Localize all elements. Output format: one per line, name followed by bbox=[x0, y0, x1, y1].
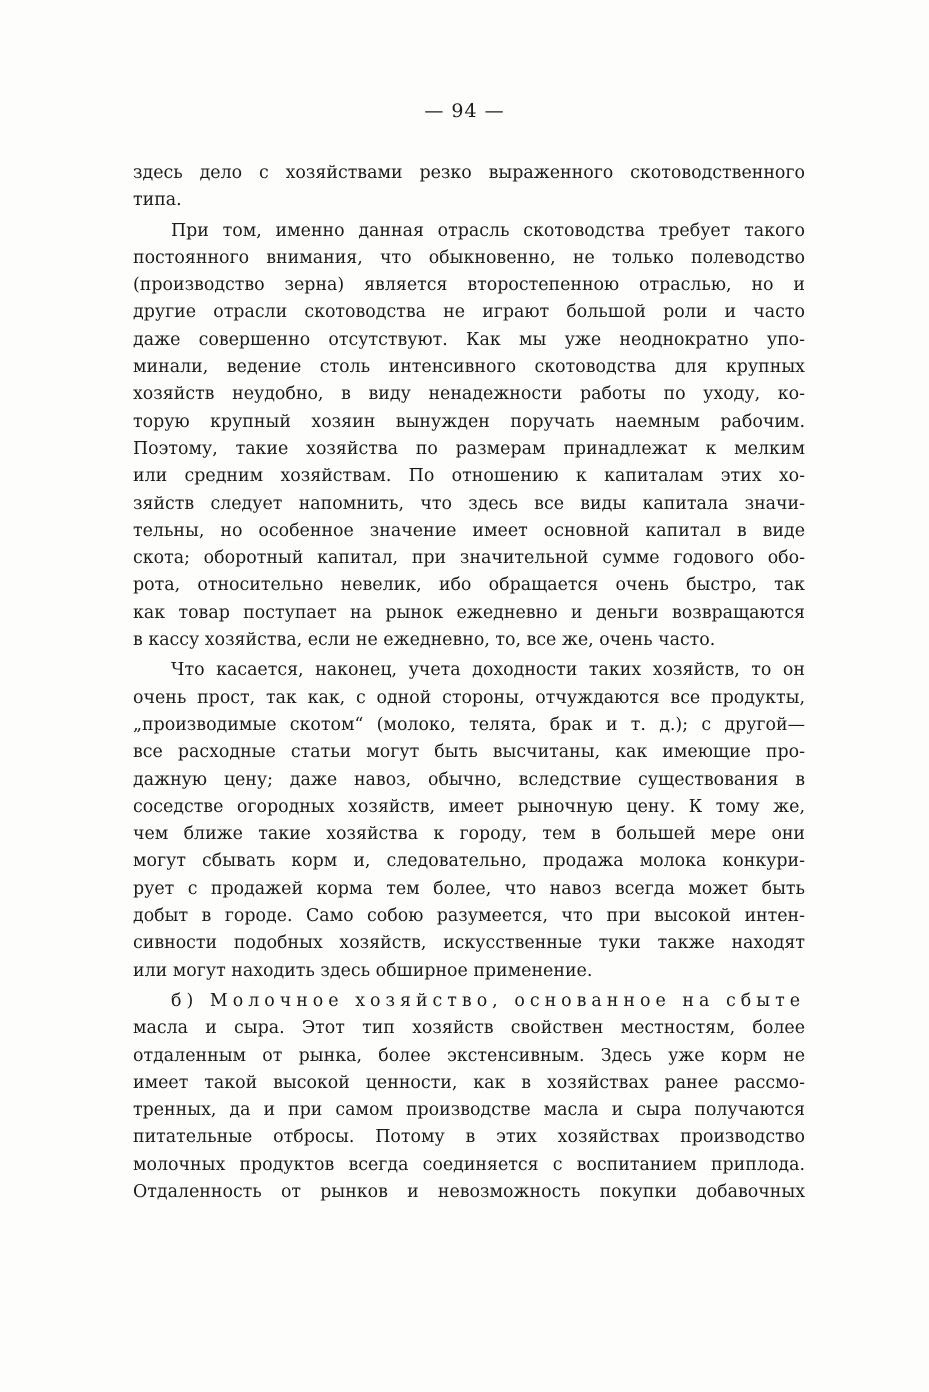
text-line: б) Молочное хозяйство, основанное на сбыте bbox=[171, 990, 805, 1011]
text-line: или средним хозяйствам. По отношению к капиталам этих хо- bbox=[133, 466, 805, 487]
text-line: скота; оборотный капитал, при значительной сумме годового обо- bbox=[133, 548, 805, 569]
text-line: здесь дело с хозяйствами резко выраженного скотоводственного bbox=[133, 163, 805, 183]
text-line: молочных продуктов всегда соединяется с воспитанием приплода. bbox=[133, 1154, 805, 1175]
paragraph-continuation bbox=[133, 160, 805, 215]
text-line: в кассу хозяйства, если не ежедневно, то, все же, очень часто. bbox=[133, 630, 716, 651]
text-line: Поэтому, такие хозяйства по размерам принадлежат к мелким bbox=[133, 438, 805, 459]
text-line: отдаленным от рынка, более экстенсивным. Здесь уже корм не bbox=[133, 1045, 805, 1066]
text-line: могут сбывать корм и, следовательно, продажа молока конкури- bbox=[133, 851, 805, 872]
text-line: чем ближе такие хозяйства к городу, тем в большей мере они bbox=[133, 824, 805, 845]
text-line: или могут находить здесь обширное применение. bbox=[133, 960, 593, 981]
text-line: торую крупный хозяин вынужден поручать наемным рабочим. bbox=[133, 411, 805, 432]
text-line: рует с продажей корма тем более, что навоз всегда может быть bbox=[133, 878, 805, 899]
text-line: сивности подобных хозяйств, искусственные туки также находят bbox=[133, 933, 805, 954]
text-line: зяйств следует напомнить, что здесь все виды капитала значи- bbox=[133, 493, 805, 514]
text-line: как товар поступает на рынок ежедневно и деньги возвращаются bbox=[133, 602, 805, 623]
paragraph bbox=[133, 218, 805, 655]
text-line: „производимые скотом“ (молоко, телята, брак и т. д.); с другой— bbox=[133, 714, 805, 735]
text-line: тельны, но особенное значение имеет основной капитал в виде bbox=[133, 520, 805, 541]
text-line: масла и сыра. Этот тип хозяйств свойствен местностям, более bbox=[133, 1018, 805, 1039]
text-line: все расходные статьи могут быть высчитаны, как имеющие про- bbox=[133, 742, 805, 763]
text-line: очень прост, так как, с одной стороны, отчуждаются все продукты, bbox=[133, 687, 805, 708]
paragraph bbox=[133, 988, 805, 1206]
paragraph bbox=[133, 657, 805, 985]
text-line: питательные отбросы. Потому в этих хозяйствах производство bbox=[133, 1127, 805, 1148]
text-line: даже совершенно отсутствуют. Как мы уже неоднократно упо- bbox=[133, 329, 805, 350]
text-line: Отдаленность от рынков и невозможность покупки добавочных bbox=[133, 1181, 805, 1202]
text-line: другие отрасли скотоводства не играют большой роли и часто bbox=[133, 302, 805, 323]
text-line: дажную цену; даже навоз, обычно, вследствие существования в bbox=[133, 769, 805, 790]
text-line: типа. bbox=[133, 190, 182, 211]
text-line: хозяйств неудобно, в виду ненадежности работы по уходу, ко- bbox=[133, 384, 805, 405]
text-line: минали, ведение столь интенсивного скотоводства для крупных bbox=[133, 357, 805, 378]
text-line: тренных, да и при самом производстве масла и сыра получаются bbox=[133, 1100, 805, 1121]
text-line: добыт в городе. Само собою разумеется, что при высокой интен- bbox=[133, 906, 805, 927]
text-line: постоянного внимания, что обыкновенно, не только полеводство bbox=[133, 247, 805, 268]
text-line: рота, относительно невелик, ибо обращается очень быстро, так bbox=[133, 575, 805, 596]
body-text bbox=[133, 160, 805, 1206]
page-number: — 94 — bbox=[424, 100, 505, 122]
text-line: При том, именно данная отрасль скотоводства требует такого bbox=[171, 220, 805, 241]
text-line: имеет такой высокой ценности, как в хозяйствах ранее рассмо- bbox=[133, 1072, 805, 1093]
text-line: (производство зерна) является второстепенною отраслью, но и bbox=[133, 275, 805, 296]
text-line: Что касается, наконец, учета доходности таких хозяйств, то он bbox=[171, 660, 805, 681]
text-line: соседстве огородных хозяйств, имеет рыночную цену. К тому же, bbox=[133, 796, 805, 817]
